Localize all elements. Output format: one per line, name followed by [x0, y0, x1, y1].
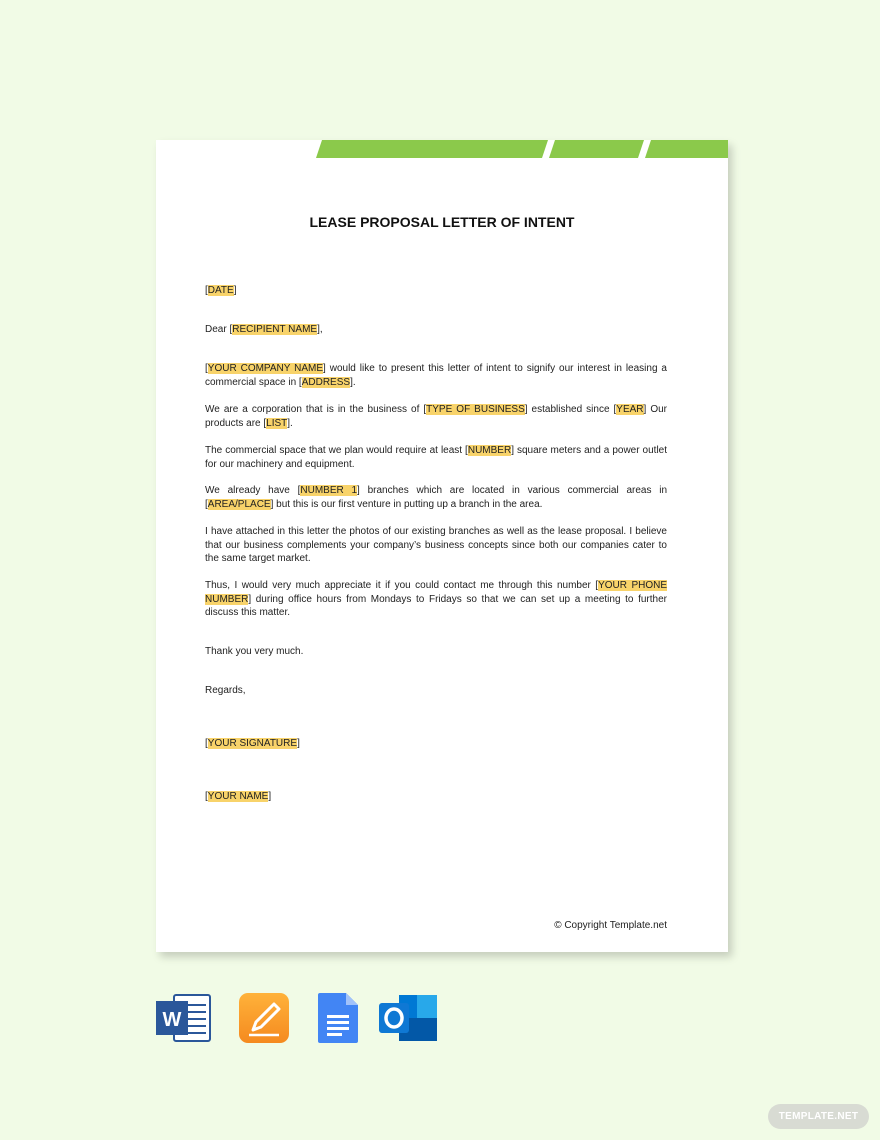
google-docs-icon[interactable] — [318, 993, 360, 1048]
placeholder-recipient-name: RECIPIENT NAME — [232, 324, 318, 335]
placeholder-list: LIST — [266, 417, 288, 429]
date-line: [DATE] — [205, 285, 237, 296]
placeholder-address: ADDRESS — [301, 376, 351, 388]
placeholder-your-name: YOUR NAME — [207, 791, 269, 802]
document-page — [156, 140, 728, 952]
word-icon[interactable] — [156, 993, 212, 1048]
outlook-icon[interactable] — [379, 993, 439, 1048]
placeholder-number: NUMBER — [467, 445, 512, 456]
pages-icon[interactable] — [239, 993, 291, 1048]
closing-thanks: Thank you very much. — [205, 646, 304, 657]
paragraph-6: Thus, I would very much appreciate it if you could contact me through this number [YOUR PHONE NUMBER] during office hours from Mondays to Fridays so that we can set up a meeting to further discuss this matter. — [205, 580, 667, 618]
placeholder-date: DATE — [207, 285, 234, 296]
paragraph-1: [YOUR COMPANY NAME] would like to present this letter of intent to signify our interest in leasing a commercial space in [ADDRESS]. — [205, 363, 667, 388]
placeholder-type-of-business: TYPE OF BUSINESS — [426, 404, 525, 415]
paragraph-4: We already have [NUMBER 1] branches which are located in various commercial areas in [AREA/PLACE] but this is our first venture in putting up a branch in the area. — [205, 485, 668, 510]
document-title: LEASE PROPOSAL LETTER OF INTENT — [309, 214, 575, 230]
placeholder-company-name: YOUR COMPANY NAME — [207, 363, 324, 374]
template-net-badge[interactable]: TEMPLATE.NET — [768, 1104, 869, 1129]
paragraph-3: The commercial space that we plan would require at least [NUMBER] square meters and a power outlet for our machinery and equipment. — [205, 445, 668, 470]
name-line: [YOUR NAME] — [205, 791, 272, 802]
paragraph-2: We are a corporation that is in the business of [TYPE OF BUSINESS] established since [YEAR] Our products are [LIST]. — [205, 404, 667, 429]
salutation: Dear [RECIPIENT NAME], — [205, 324, 323, 335]
header-stripe — [316, 140, 548, 158]
copyright-text: © Copyright Template.net — [554, 920, 667, 931]
placeholder-phone-number: YOUR PHONE NUMBER — [205, 580, 667, 605]
paragraph-5: I have attached in this letter the photos of our existing branches as well as the lease proposal. I believe that our business complements your company’s business concepts since both our companies cater to the same target market. — [205, 526, 667, 564]
placeholder-signature: YOUR SIGNATURE — [207, 738, 298, 749]
closing-regards: Regards, — [205, 685, 246, 696]
header-stripe — [549, 140, 644, 158]
placeholder-year: YEAR — [616, 404, 644, 415]
svg-text:W: W — [162, 1009, 182, 1031]
placeholder-area-place: AREA/PLACE — [207, 498, 271, 510]
signature-line: [YOUR SIGNATURE] — [205, 738, 300, 749]
placeholder-number-1: NUMBER 1 — [300, 485, 358, 496]
header-stripe — [645, 140, 728, 158]
